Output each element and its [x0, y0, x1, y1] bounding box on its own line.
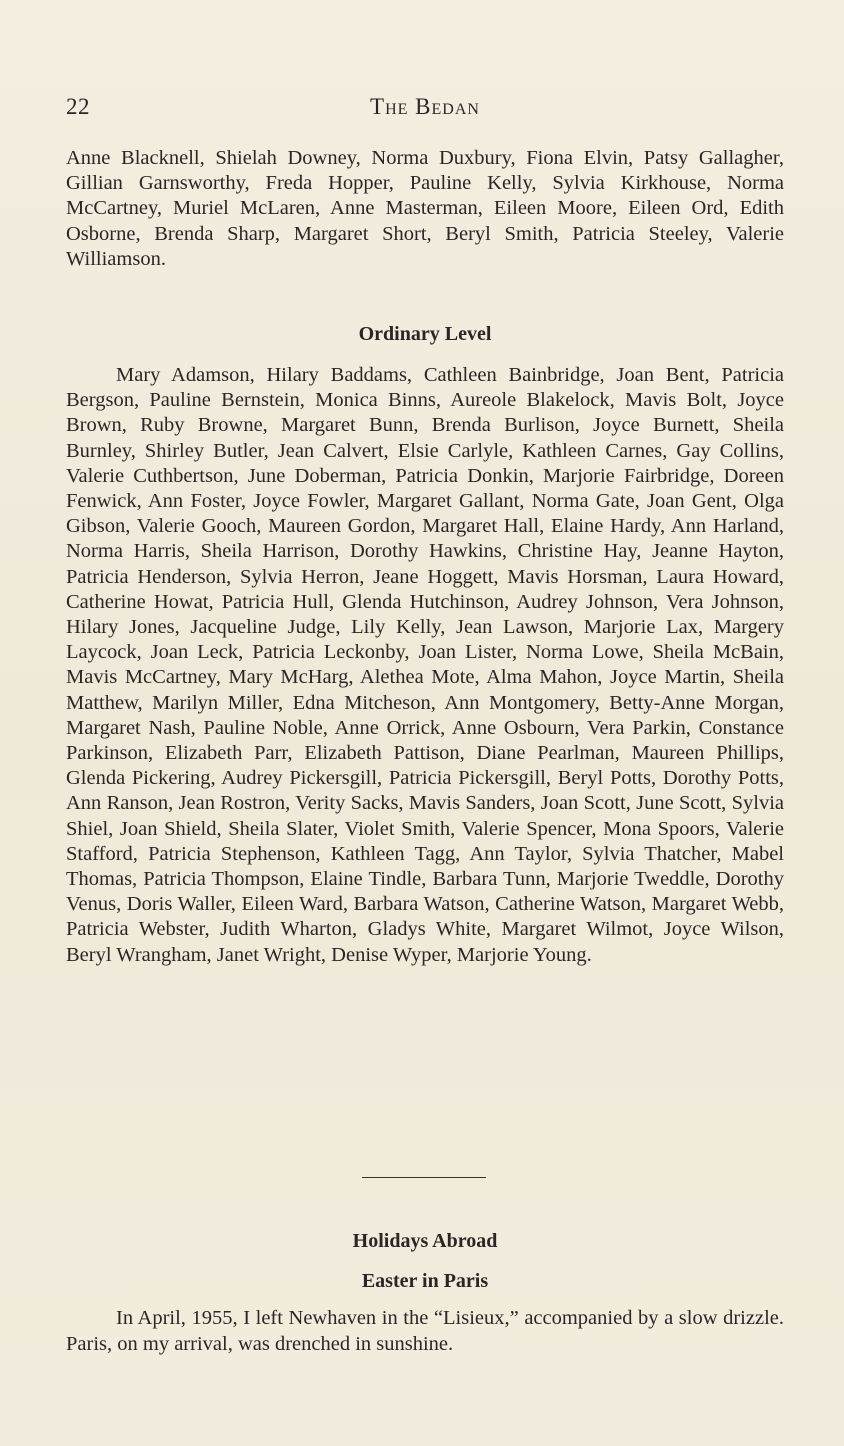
page-header	[66, 94, 784, 124]
names-continued-paragraph: Anne Blacknell, Shielah Downey, Norma Duxbury, Fiona Elvin, Patsy Gallagher, Gillian Garnsworthy, Freda Hopper, Pauline Kelly, Sylvia Kirkhouse, Norma McCartney, Muriel McLaren, Anne Masterman, Eileen Moore, Eileen Ord, Edith Osborne, Brenda Sharp, Margaret Short, Beryl Smith, Patricia Steeley, Valerie Williamson.	[66, 147, 784, 270]
holidays-abroad-heading: Holidays Abroad	[352, 1230, 498, 1252]
easter-in-paris-heading: Easter in Paris	[361, 1270, 489, 1292]
section-divider	[362, 1177, 486, 1178]
easter-paragraph: In April, 1955, I left Newhaven in the “Lisieux,” accompanied by a slow drizzle. Paris, on my arrival, was drenched in sunshine.	[66, 1307, 784, 1355]
running-head: The Bedan	[370, 94, 480, 119]
page-number: 22	[66, 94, 90, 119]
ordinary-level-heading: Ordinary Level	[358, 323, 492, 345]
ordinary-level-names-paragraph: Mary Adamson, Hilary Baddams, Cathleen Bainbridge, Joan Bent, Patricia Bergson, Pauline Bernstein, Monica Binns, Aureole Blakelock, Mavis Bolt, Joyce Brown, Ruby Browne, Margaret Bunn, Brenda Burlison, Joyce Burnett, Sheila Burnley, Shirley Butler, Jean Calvert, Elsie Carlyle, Kathleen Carnes, Gay Collins, Valerie Cuthbertson, June Doberman, Patricia Donkin, Marjorie Fairbridge, Doreen Fenwick, Ann Foster, Joyce Fowler, Margaret Gallant, Norma Gate, Joan Gent, Olga Gibson, Valerie Gooch, Maureen Gordon, Margaret Hall, Elaine Hardy, Ann Harland, Norma Harris, Sheila Harrison, Dorothy Hawkins, Christine Hay, Jeanne Hayton, Patricia Henderson, Sylvia Herron, Jeane Hoggett, Mavis Horsman, Laura Howard, Catherine Howat, Patricia Hull, Glenda Hutchinson, Audrey Johnson, Vera Johnson, Hilary Jones, Jacqueline Judge, Lily Kelly, Jean Lawson, Marjorie Lax, Margery Laycock, Joan Leck, Patricia Leckonby, Joan Lister, Norma Lowe, Sheila McBain, Mavis McCartney, Mary McHarg, Alethea Mote, Alma Mahon, Joyce Martin, Sheila Matthew, Marilyn Miller, Edna Mitcheson, Ann Montgomery, Betty-Anne Morgan, Margaret Nash, Pauline Noble, Anne Orrick, Anne Osbourn, Vera Parkin, Constance Parkinson, Elizabeth Parr, Elizabeth Pattison, Diane Pearlman, Maureen Phillips, Glenda Pickering, Audrey Pickersgill, Patricia Pickersgill, Beryl Potts, Dorothy Potts, Ann Ranson, Jean Rostron, Verity Sacks, Mavis Sanders, Joan Scott, June Scott, Sylvia Shiel, Joan Shield, Sheila Slater, Violet Smith, Valerie Spencer, Mona Spoors, Valerie Stafford, Patricia Stephenson, Kathleen Tagg, Ann Taylor, Sylvia Thatcher, Mabel Thomas, Patricia Thompson, Elaine Tindle, Barbara Tunn, Marjorie Tweddle, Dorothy Venus, Doris Waller, Eileen Ward, Barbara Watson, Catherine Watson, Margaret Webb, Patricia Webster, Judith Wharton, Gladys White, Margaret Wilmot, Joyce Wilson, Beryl Wrangham, Janet Wright, Denise Wyper, Marjorie Young.	[66, 364, 784, 966]
